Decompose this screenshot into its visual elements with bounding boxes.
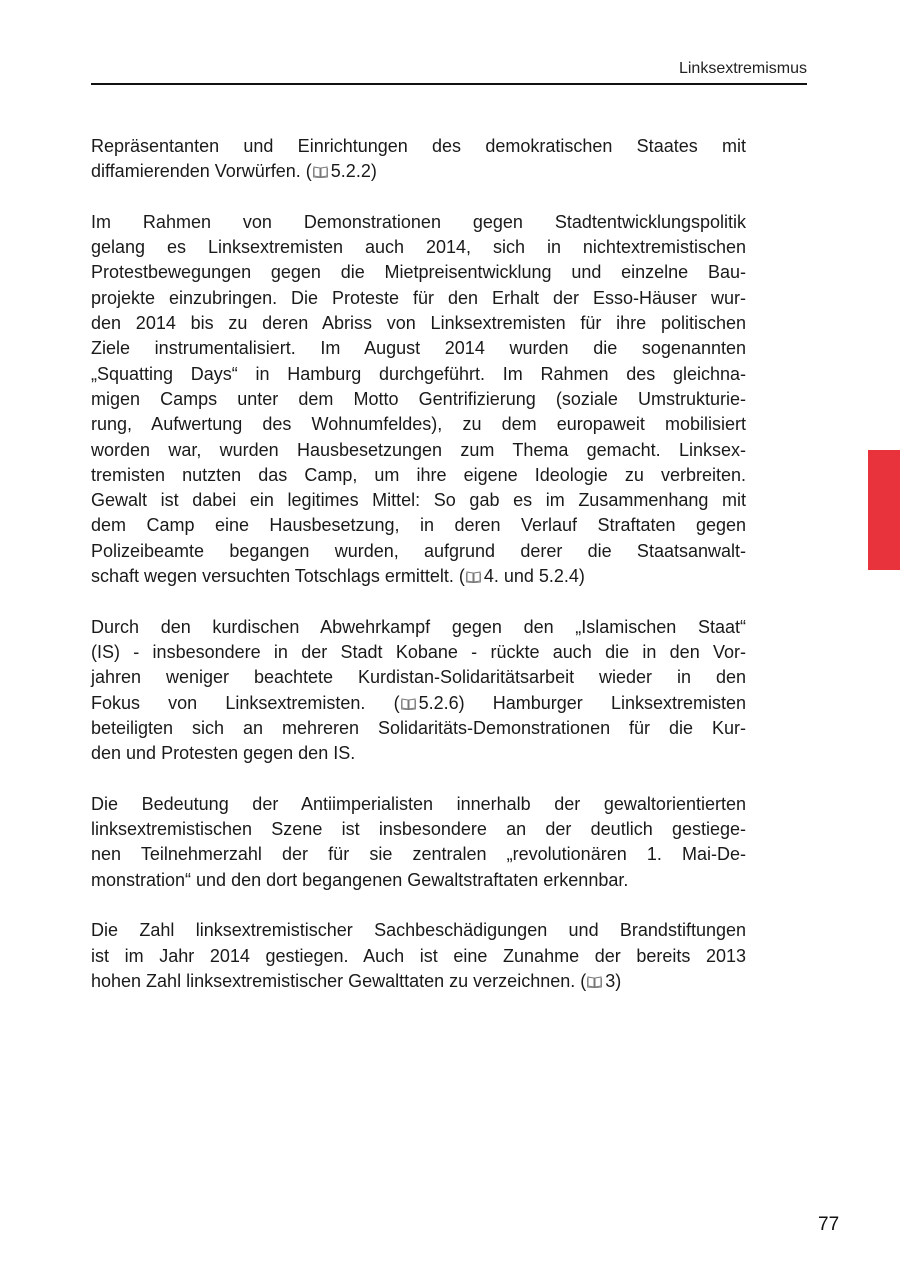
running-head: Linksextremismus <box>678 60 807 77</box>
text-line: Protestbewegungen gegen die Mietpreisentwicklung und einzelne Bau- <box>91 262 746 283</box>
text-line: den und Protesten gegen den IS. <box>91 743 356 764</box>
text-line: linksextremistischen Szene ist insbesondere an der deutlich gestiege- <box>91 819 746 840</box>
text-line: den 2014 bis zu deren Abriss von Linksextremisten für ihre politischen <box>91 313 746 334</box>
cross-reference: 4. und 5.2.4) <box>483 566 585 587</box>
text-line: rung, Aufwertung des Wohnumfeldes), zu dem europaweit mobilisiert <box>91 414 746 435</box>
text-line: Die Zahl linksextremistischer Sachbeschädigungen und Brandstiftungen <box>91 920 746 941</box>
text-line <box>91 969 746 994</box>
text-segment: Hamburger Linksextremisten <box>464 692 746 713</box>
paragraph <box>91 615 746 767</box>
text-line: beteiligten sich an mehreren Solidaritäts-Demonstrationen für die Kur- <box>91 717 746 738</box>
text-line: (IS) - insbesondere in der Stadt Kobane - rückte auch die in den Vor- <box>91 641 746 662</box>
text-line: jahren weniger beachtete Kurdistan-Solidaritätsarbeit wieder in den <box>91 667 746 688</box>
text-line: nen Teilnehmerzahl der für sie zentralen „revolutionären 1. Mai-De- <box>91 844 746 865</box>
book-icon <box>466 565 481 578</box>
text-line: Im Rahmen von Demonstrationen gegen Stadtentwicklungspolitik <box>91 211 746 232</box>
body-text <box>91 134 746 1019</box>
text-line <box>91 564 746 589</box>
cross-reference: 5.2.6) <box>418 692 465 713</box>
page-number: 77 <box>818 1214 840 1235</box>
text-line: dem Camp eine Hausbesetzung, in deren Verlauf Straftaten gegen <box>91 515 746 536</box>
cross-reference: 5.2.2) <box>330 161 377 182</box>
text-line: Ziele instrumentalisiert. Im August 2014 wurden die sogenannten <box>91 338 746 359</box>
book-icon <box>401 692 416 705</box>
text-line: projekte einzubringen. Die Proteste für den Erhalt der Esso-Häuser wur- <box>91 287 746 308</box>
text-line: worden war, wurden Hausbesetzungen zum Thema gemacht. Linksex- <box>91 439 746 460</box>
text-line: Repräsentanten und Einrichtungen des demokratischen Staates mit <box>91 136 746 156</box>
header-rule <box>91 83 807 85</box>
text-line: Gewalt ist dabei ein legitimes Mittel: So gab es im Zusammenhang mit <box>91 490 746 511</box>
book-icon <box>587 970 602 983</box>
paragraph <box>91 792 746 893</box>
text-line <box>91 159 746 184</box>
paragraph <box>91 134 746 185</box>
text-segment: Fokus von Linksextremisten. ( <box>91 692 400 713</box>
paragraph <box>91 210 746 589</box>
text-line: gelang es Linksextremisten auch 2014, sich in nichtextremistischen <box>91 237 746 258</box>
text-line: migen Camps unter dem Motto Gentrifizierung (soziale Umstrukturie- <box>91 388 746 409</box>
paragraph <box>91 918 746 994</box>
text-line: Polizeibeamte begangen wurden, aufgrund derer die Staatsanwalt- <box>91 540 746 561</box>
text-line: ist im Jahr 2014 gestiegen. Auch ist eine Zunahme der bereits 2013 <box>91 945 746 966</box>
text-line: Durch den kurdischen Abwehrkampf gegen den „Islamischen Staat“ <box>91 616 746 637</box>
chapter-tab-marker <box>868 450 900 570</box>
text-line: Die Bedeutung der Antiimperialisten innerhalb der gewaltorientierten <box>91 793 746 814</box>
book-icon <box>313 160 328 173</box>
text-segment: diffamierenden Vorwürfen. ( <box>91 161 312 182</box>
text-line: monstration“ und den dort begangenen Gewaltstraftaten erkennbar. <box>91 869 629 890</box>
text-line: tremisten nutzten das Camp, um ihre eigene Ideologie zu verbreiten. <box>91 464 746 485</box>
cross-reference: 3) <box>605 970 622 991</box>
text-line: „Squatting Days“ in Hamburg durchgeführt. Im Rahmen des gleichna- <box>91 363 746 384</box>
text-segment: hohen Zahl linksextremistischer Gewalttaten zu verzeichnen. ( <box>91 970 587 991</box>
text-segment: schaft wegen versuchten Totschlags ermittelt. ( <box>91 566 465 587</box>
text-line <box>91 691 746 716</box>
